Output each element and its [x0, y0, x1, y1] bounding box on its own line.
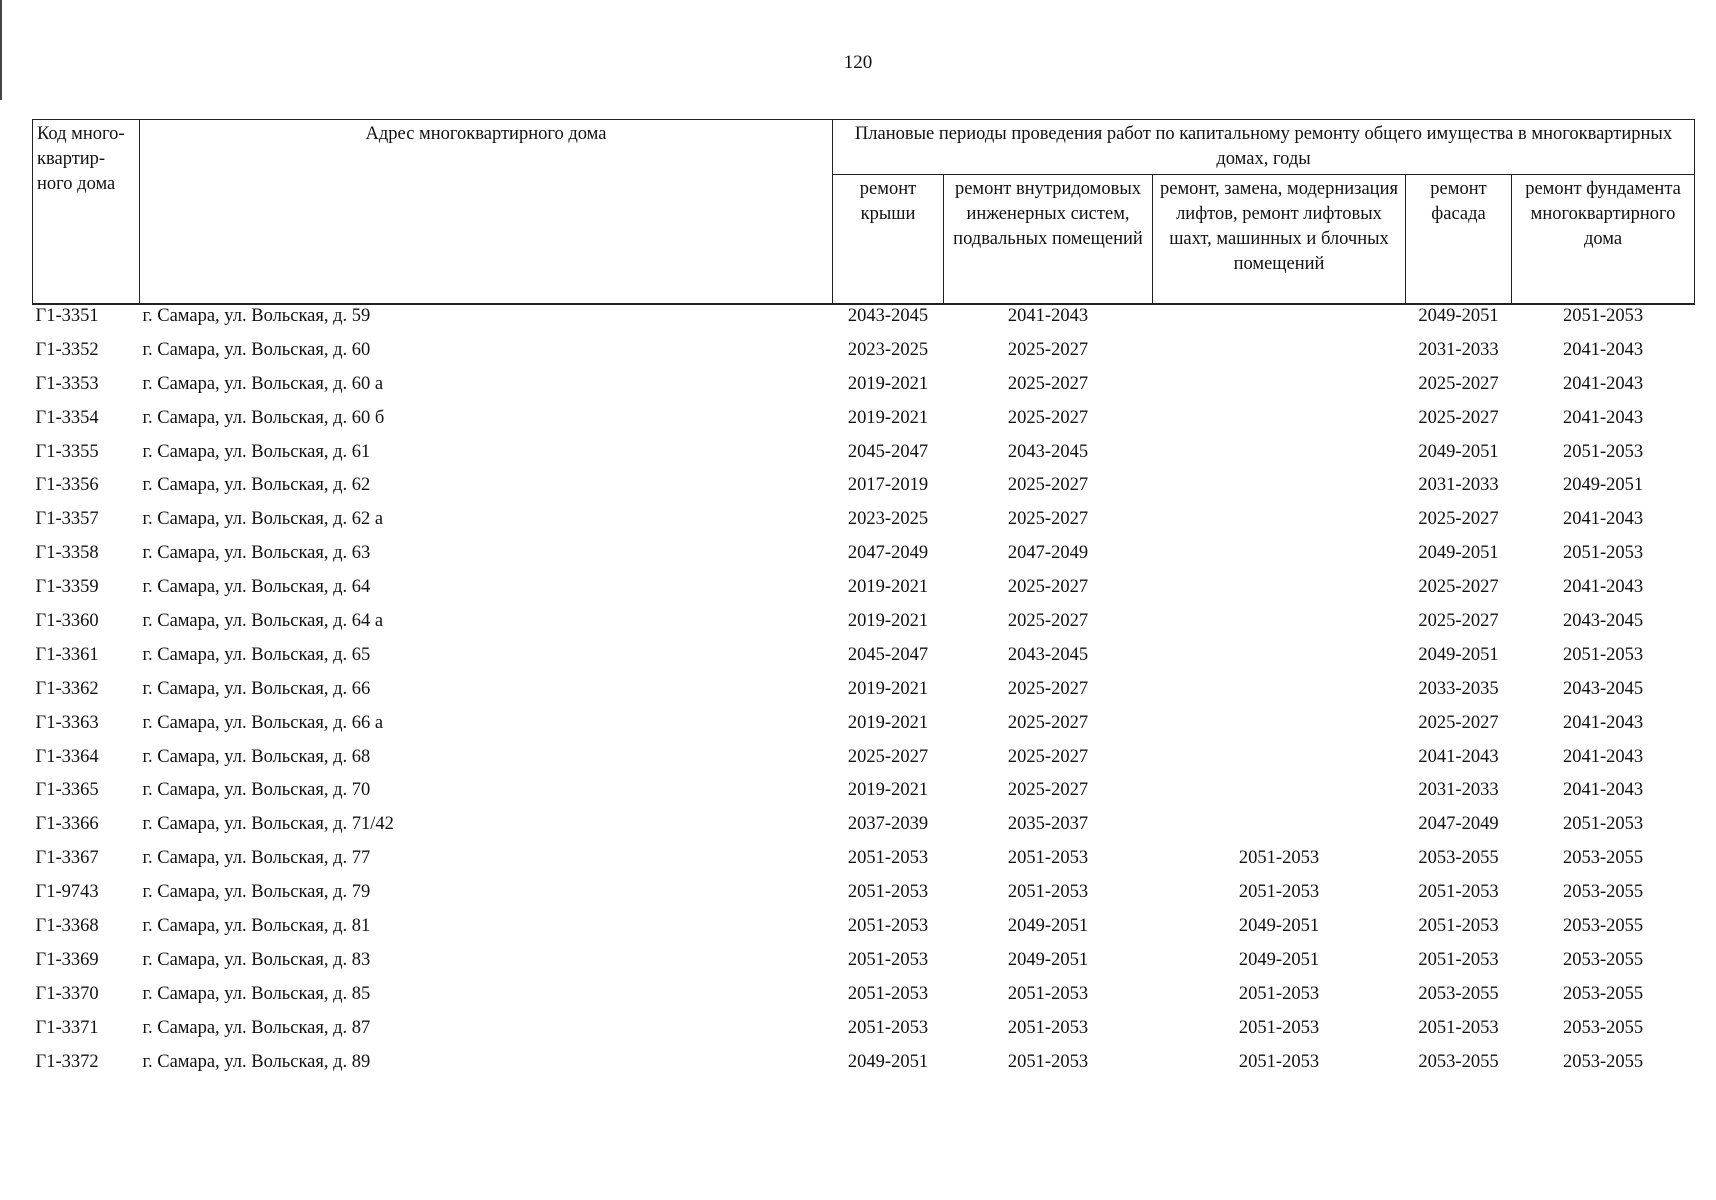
table-row: [33, 576, 1695, 610]
cell-elevators: [1153, 441, 1406, 475]
cell-roof: 2037-2039: [847, 814, 929, 835]
cell-elevators: [1153, 474, 1406, 508]
table-row: [33, 712, 1695, 746]
cell-elevators: [1153, 746, 1406, 780]
cell-facade: 2025-2027: [1418, 373, 1499, 394]
cell-foundation: 2041-2043: [1562, 780, 1644, 801]
cell-code: Г1-3363: [35, 712, 99, 733]
cell-foundation: 2053-2055: [1562, 882, 1644, 903]
cell-code: Г1-3364: [35, 746, 99, 767]
cell-elevators: 2051-2053: [1238, 882, 1320, 903]
cell-code: Г1-3353: [35, 373, 99, 394]
cell-address: г. Самара, ул. Вольская, д. 68: [142, 746, 371, 767]
cell-foundation: 2051-2053: [1562, 814, 1644, 835]
cell-facade: 2047-2049: [1418, 814, 1499, 835]
cell-code: Г1-3354: [35, 407, 99, 428]
cell-address: г. Самара, ул. Вольская, д. 60 а: [142, 373, 384, 394]
capital-repair-table: [32, 119, 1695, 1084]
table-row: [33, 441, 1695, 475]
cell-systems: 2025-2027: [1007, 712, 1089, 733]
table-row: [33, 508, 1695, 542]
header-elevators: ремонт, замена, модернизация лифтов, ремонт лифтовых шахт, машинных и блочных помещений: [1153, 175, 1406, 305]
table-row: [33, 813, 1695, 847]
cell-code: Г1-3371: [35, 1017, 99, 1038]
cell-roof: 2019-2021: [847, 407, 929, 428]
header-code: Код много-квартир-ного дома: [33, 120, 140, 305]
cell-roof: 2019-2021: [847, 611, 929, 632]
cell-systems: 2043-2045: [1007, 441, 1089, 462]
cell-facade: 2051-2053: [1418, 1017, 1499, 1038]
cell-systems: 2047-2049: [1007, 543, 1089, 564]
cell-facade: 2025-2027: [1418, 611, 1499, 632]
cell-systems: 2025-2027: [1007, 407, 1089, 428]
cell-systems: 2025-2027: [1007, 373, 1089, 394]
cell-elevators: [1153, 304, 1406, 339]
cell-address: г. Самара, ул. Вольская, д. 89: [142, 1051, 371, 1072]
cell-foundation: 2053-2055: [1562, 949, 1644, 970]
cell-facade: 2049-2051: [1418, 441, 1499, 462]
cell-roof: 2051-2053: [847, 1017, 929, 1038]
cell-code: Г1-3358: [35, 543, 99, 564]
cell-facade: 2033-2035: [1418, 678, 1499, 699]
cell-systems: 2051-2053: [1007, 1051, 1089, 1072]
table-row: [33, 915, 1695, 949]
table-row: [33, 678, 1695, 712]
cell-systems: 2025-2027: [1007, 509, 1089, 530]
cell-code: Г1-3357: [35, 509, 99, 530]
cell-systems: 2051-2053: [1007, 882, 1089, 903]
cell-code: Г1-3369: [35, 949, 99, 970]
cell-elevators: [1153, 644, 1406, 678]
cell-code: Г1-3355: [35, 441, 99, 462]
cell-facade: 2025-2027: [1418, 577, 1499, 598]
cell-address: г. Самара, ул. Вольская, д. 70: [142, 780, 371, 801]
cell-address: г. Самара, ул. Вольская, д. 64: [142, 577, 371, 598]
header-address: Адрес многоквартирного дома: [140, 120, 833, 305]
cell-code: Г1-3368: [35, 916, 99, 937]
cell-code: Г1-3361: [35, 644, 99, 665]
table-body: [33, 304, 1695, 1084]
cell-facade: 2049-2051: [1418, 644, 1499, 665]
table-row: [33, 779, 1695, 813]
cell-systems: 2051-2053: [1007, 848, 1089, 869]
cell-facade: 2049-2051: [1418, 543, 1499, 564]
cell-address: г. Самара, ул. Вольская, д. 83: [142, 949, 371, 970]
cell-roof: 2051-2053: [847, 848, 929, 869]
cell-elevators: 2049-2051: [1238, 916, 1320, 937]
cell-address: г. Самара, ул. Вольская, д. 60 б: [142, 407, 385, 428]
cell-elevators: [1153, 407, 1406, 441]
cell-code: Г1-3362: [35, 678, 99, 699]
cell-facade: 2025-2027: [1418, 509, 1499, 530]
cell-systems: 2025-2027: [1007, 339, 1089, 360]
cell-address: г. Самара, ул. Вольская, д. 63: [142, 543, 371, 564]
cell-elevators: [1153, 542, 1406, 576]
cell-foundation: 2051-2053: [1562, 543, 1644, 564]
cell-roof: 2023-2025: [847, 339, 929, 360]
cell-roof: 2051-2053: [847, 882, 929, 903]
cell-facade: 2025-2027: [1418, 712, 1499, 733]
cell-roof: 2025-2027: [847, 746, 929, 767]
cell-roof: 2045-2047: [847, 441, 929, 462]
cell-facade: 2031-2033: [1418, 780, 1499, 801]
cell-address: г. Самара, ул. Вольская, д. 66: [142, 678, 371, 699]
cell-roof: 2019-2021: [847, 373, 929, 394]
cell-code: Г1-3367: [35, 848, 99, 869]
header-roof: ремонт крыши: [833, 175, 944, 305]
cell-facade: 2041-2043: [1418, 746, 1499, 767]
header-foundation: ремонт фундамента многоквартирного дома: [1512, 175, 1695, 305]
table-row: [33, 881, 1695, 915]
cell-address: г. Самара, ул. Вольская, д. 77: [142, 848, 371, 869]
table-row: [33, 746, 1695, 780]
cell-systems: 2049-2051: [1007, 916, 1089, 937]
cell-elevators: [1153, 339, 1406, 373]
cell-address: г. Самара, ул. Вольская, д. 71/42: [142, 814, 394, 835]
cell-systems: 2041-2043: [1007, 306, 1089, 326]
cell-systems: 2025-2027: [1007, 611, 1089, 632]
table-row: [33, 542, 1695, 576]
table-row: [33, 949, 1695, 983]
cell-foundation: 2041-2043: [1562, 373, 1644, 394]
cell-code: Г1-3366: [35, 814, 99, 835]
table-row: [33, 407, 1695, 441]
cell-elevators: [1153, 508, 1406, 542]
cell-foundation: 2041-2043: [1562, 712, 1644, 733]
cell-roof: 2051-2053: [847, 983, 929, 1004]
cell-address: г. Самара, ул. Вольская, д. 87: [142, 1017, 371, 1038]
cell-roof: 2051-2053: [847, 916, 929, 937]
cell-roof: 2019-2021: [847, 712, 929, 733]
cell-foundation: 2041-2043: [1562, 509, 1644, 530]
cell-facade: 2053-2055: [1418, 848, 1499, 869]
cell-elevators: [1153, 610, 1406, 644]
cell-foundation: 2041-2043: [1562, 577, 1644, 598]
cell-systems: 2043-2045: [1007, 644, 1089, 665]
cell-foundation: 2053-2055: [1562, 848, 1644, 869]
cell-address: г. Самара, ул. Вольская, д. 62: [142, 475, 371, 496]
cell-elevators: [1153, 576, 1406, 610]
cell-roof: 2017-2019: [847, 475, 929, 496]
cell-foundation: 2051-2053: [1562, 441, 1644, 462]
cell-elevators: [1153, 373, 1406, 407]
cell-address: г. Самара, ул. Вольская, д. 81: [142, 916, 371, 937]
cell-address: г. Самара, ул. Вольская, д. 85: [142, 983, 371, 1004]
header-systems: ремонт внутридомовых инженерных систем, подвальных помещений: [944, 175, 1153, 305]
cell-elevators: 2051-2053: [1238, 848, 1320, 869]
cell-foundation: 2053-2055: [1562, 1017, 1644, 1038]
cell-roof: 2023-2025: [847, 509, 929, 530]
header-facade: ремонт фасада: [1406, 175, 1512, 305]
cell-address: г. Самара, ул. Вольская, д. 61: [142, 441, 371, 462]
cell-foundation: 2041-2043: [1562, 339, 1644, 360]
cell-systems: 2025-2027: [1007, 780, 1089, 801]
cell-roof: 2019-2021: [847, 780, 929, 801]
cell-address: г. Самара, ул. Вольская, д. 79: [142, 882, 371, 903]
cell-systems: 2051-2053: [1007, 983, 1089, 1004]
cell-code: Г1-3365: [35, 780, 99, 801]
cell-facade: 2053-2055: [1418, 1051, 1499, 1072]
scan-edge: [0, 0, 2, 100]
table-row: [33, 1017, 1695, 1051]
page-number: 120: [843, 52, 873, 73]
cell-facade: 2031-2033: [1418, 475, 1499, 496]
cell-address: г. Самара, ул. Вольская, д. 64 а: [142, 611, 384, 632]
table-row: [33, 847, 1695, 881]
table-row: [33, 983, 1695, 1017]
cell-foundation: 2053-2055: [1562, 983, 1644, 1004]
cell-roof: 2047-2049: [847, 543, 929, 564]
table-row: [33, 304, 1695, 339]
cell-foundation: 2051-2053: [1562, 306, 1644, 326]
cell-code: Г1-3372: [35, 1051, 99, 1072]
cell-roof: 2051-2053: [847, 949, 929, 970]
cell-facade: 2053-2055: [1418, 983, 1499, 1004]
cell-elevators: 2051-2053: [1238, 983, 1320, 1004]
cell-systems: 2035-2037: [1007, 814, 1089, 835]
cell-elevators: [1153, 678, 1406, 712]
cell-foundation: 2053-2055: [1562, 916, 1644, 937]
cell-roof: 2043-2045: [847, 306, 929, 326]
cell-roof: 2049-2051: [847, 1051, 929, 1072]
header-planned-periods: Плановые периоды проведения работ по капитальному ремонту общего имущества в многоквартирных домах, годы: [833, 120, 1695, 175]
cell-facade: 2051-2053: [1418, 882, 1499, 903]
cell-foundation: 2053-2055: [1562, 1051, 1644, 1072]
cell-facade: 2049-2051: [1418, 306, 1499, 326]
table-row: [33, 644, 1695, 678]
cell-facade: 2051-2053: [1418, 916, 1499, 937]
cell-roof: 2019-2021: [847, 577, 929, 598]
table-header: [33, 120, 1695, 305]
cell-code: Г1-9743: [35, 882, 99, 903]
cell-facade: 2031-2033: [1418, 339, 1499, 360]
cell-facade: 2025-2027: [1418, 407, 1499, 428]
cell-roof: 2045-2047: [847, 644, 929, 665]
cell-address: г. Самара, ул. Вольская, д. 59: [142, 306, 371, 326]
table-row: [33, 373, 1695, 407]
cell-address: г. Самара, ул. Вольская, д. 62 а: [142, 509, 384, 530]
table-row: [33, 610, 1695, 644]
cell-foundation: 2041-2043: [1562, 407, 1644, 428]
cell-address: г. Самара, ул. Вольская, д. 66 а: [142, 712, 384, 733]
cell-elevators: [1153, 813, 1406, 847]
cell-foundation: 2043-2045: [1562, 611, 1644, 632]
table-row: [33, 1051, 1695, 1085]
table-row: [33, 474, 1695, 508]
cell-code: Г1-3370: [35, 983, 99, 1004]
cell-code: Г1-3359: [35, 577, 99, 598]
cell-address: г. Самара, ул. Вольская, д. 60: [142, 339, 371, 360]
cell-elevators: 2049-2051: [1238, 949, 1320, 970]
cell-code: Г1-3356: [35, 475, 99, 496]
table-row: [33, 339, 1695, 373]
cell-code: Г1-3352: [35, 339, 99, 360]
cell-elevators: [1153, 779, 1406, 813]
cell-systems: 2025-2027: [1007, 475, 1089, 496]
cell-facade: 2051-2053: [1418, 949, 1499, 970]
cell-systems: 2051-2053: [1007, 1017, 1089, 1038]
cell-systems: 2025-2027: [1007, 577, 1089, 598]
cell-code: Г1-3351: [35, 306, 99, 326]
cell-roof: 2019-2021: [847, 678, 929, 699]
cell-foundation: 2041-2043: [1562, 746, 1644, 767]
cell-elevators: 2051-2053: [1238, 1017, 1320, 1038]
cell-systems: 2025-2027: [1007, 746, 1089, 767]
cell-elevators: 2051-2053: [1238, 1051, 1320, 1072]
cell-foundation: 2051-2053: [1562, 644, 1644, 665]
cell-address: г. Самара, ул. Вольская, д. 65: [142, 644, 371, 665]
cell-systems: 2025-2027: [1007, 678, 1089, 699]
cell-systems: 2049-2051: [1007, 949, 1089, 970]
cell-foundation: 2049-2051: [1562, 475, 1644, 496]
cell-foundation: 2043-2045: [1562, 678, 1644, 699]
cell-elevators: [1153, 712, 1406, 746]
cell-code: Г1-3360: [35, 611, 99, 632]
